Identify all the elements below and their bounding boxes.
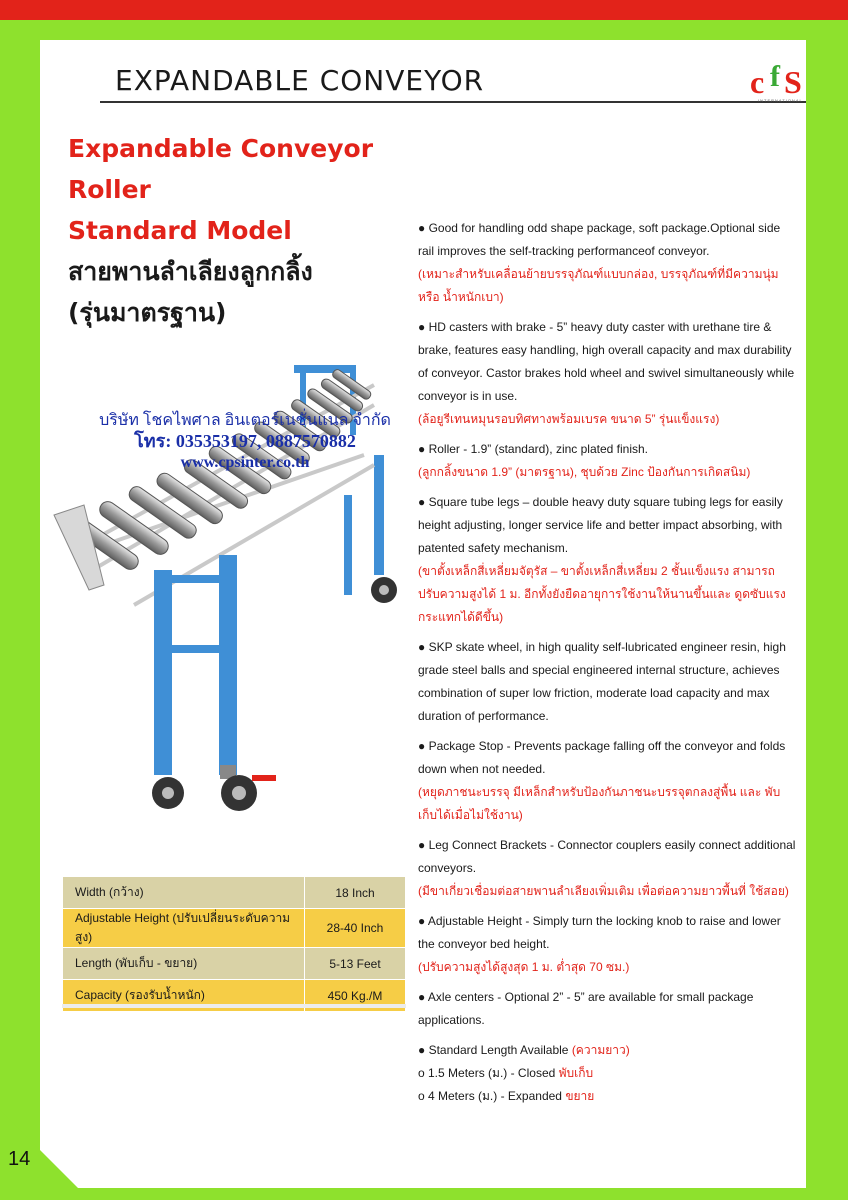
spec-table xyxy=(62,876,406,1012)
feature-item xyxy=(418,316,796,431)
spec-label: Capacity (รองรับน้ำหนัก) xyxy=(63,980,305,1012)
feature-text: ● Axle centers - Optional 2” - 5” are available for small package applications. xyxy=(418,990,754,1027)
spec-label: Adjustable Height (ปรับเปลี่ยนระดับความสูง) xyxy=(63,909,305,948)
feature-item xyxy=(418,217,796,309)
page-title: EXPANDABLE CONVEYOR xyxy=(115,64,485,97)
logo-subtitle: INTERNATIONAL xyxy=(758,98,803,103)
feature-text: ● Square tube legs – double heavy duty square tubing legs for easily height adjusting, longer service life and better impact absorbing, with patented safety mechanism. xyxy=(418,495,783,555)
length-option xyxy=(418,1062,796,1085)
spec-row xyxy=(63,877,406,909)
feature-item xyxy=(418,438,796,484)
feature-text-thai: (มีขาเกี่ยวเชื่อมต่อสายพานลำเลียงเพิ่มเติม เพื่อต่อความยาวพื้นที่ ใช้สอย) xyxy=(418,884,789,898)
feature-text-thai: (ล้อยูรีเทนหมุนรอบทิศทางพร้อมเบรค ขนาด 5” รุ่นแข็งแรง) xyxy=(418,412,720,426)
length-option xyxy=(418,1085,796,1108)
spec-value: 5-13 Feet xyxy=(305,948,406,980)
heading-line-4: สายพานลำเลียงลูกกลิ้ง xyxy=(68,257,313,286)
standard-length-title xyxy=(418,1039,796,1062)
feature-item xyxy=(418,986,796,1032)
spec-value: 18 Inch xyxy=(305,877,406,909)
feature-text-thai: (หยุดภาชนะบรรจุ มีเหล็กสำหรับป้องกันภาชนะบรรจุตกลงสู่พื้น และ พับเก็บได้เมื่อไม่ใช้งาน) xyxy=(418,785,781,822)
header-divider xyxy=(100,101,806,103)
product-heading xyxy=(68,128,373,333)
feature-text: ● SKP skate wheel, in high quality self-lubricated engineer resin, high grade steel balls and special engineered internal structure, achieves combination of super low friction, moderate load capacity and max duration of performance. xyxy=(418,640,786,723)
heading-line-3: Standard Model xyxy=(68,216,292,245)
logo-letter-c: c xyxy=(750,64,765,100)
standard-length-title-en: ● Standard Length Available xyxy=(418,1043,572,1057)
watermark-phone: โทร: 035353197, 0887570882 xyxy=(134,431,356,451)
heading-line-1: Expandable Conveyor xyxy=(68,134,374,163)
feature-text: ● Good for handling odd shape package, soft package.Optional side rail improves the self-tracking performanceof conveyor. xyxy=(418,221,781,258)
feature-item xyxy=(418,735,796,827)
logo-letter-s: S xyxy=(784,64,802,100)
watermark-company: บริษัท โชคไพศาล อินเตอร์เนชั่นแนล จำกัด xyxy=(99,412,391,429)
feature-text: ● Leg Connect Brackets - Connector couplers easily connect additional conveyors. xyxy=(418,838,796,875)
watermark-website: www.cpsinter.co.th xyxy=(180,454,310,471)
logo-letter-f: f xyxy=(770,60,780,93)
standard-length-block xyxy=(418,1039,796,1108)
feature-item xyxy=(418,636,796,728)
spec-table-shadow xyxy=(62,1004,406,1008)
feature-text: ● HD casters with brake - 5” heavy duty caster with urethane tire & brake, features easy handling, high overall capacity and max durability of conveyor. Castor brakes hold wheel and swivel simultaneously while conveyor is in use. xyxy=(418,320,795,403)
length-option-th: ขยาย xyxy=(565,1089,595,1103)
feature-text: ● Package Stop - Prevents package falling off the conveyor and folds down when not needed. xyxy=(418,739,786,776)
spec-row xyxy=(63,948,406,980)
heading-line-5: (รุ่นมาตรฐาน) xyxy=(68,298,227,327)
brand-logo xyxy=(750,62,812,104)
feature-item xyxy=(418,834,796,903)
feature-text-thai: (เหมาะสำหรับเคลื่อนย้ายบรรจุภัณฑ์แบบกล่อง, บรรจุภัณฑ์ที่มีความนุ่ม หรือ น้ำหนักเบา) xyxy=(418,267,779,304)
feature-list xyxy=(418,217,796,1115)
feature-text-thai: (ปรับความสูงได้สูงสุด 1 ม. ต่ำสุด 70 ซม.) xyxy=(418,960,630,974)
spec-value: 450 Kg./M xyxy=(305,980,406,1012)
standard-length-title-th: (ความยาว) xyxy=(571,1043,630,1057)
feature-item xyxy=(418,491,796,629)
feature-text: ● Roller - 1.9” (standard), zinc plated finish. xyxy=(418,442,649,456)
feature-text-thai: (ลูกกลิ้งขนาด 1.9” (มาตรฐาน), ชุบด้วย Zinc ป้องกันการเกิดสนิม) xyxy=(418,465,751,479)
company-watermark xyxy=(85,410,405,473)
heading-line-2: Roller xyxy=(68,175,151,204)
spec-row xyxy=(63,909,406,948)
length-option-th: พับเก็บ xyxy=(558,1066,594,1080)
page-number: 14 xyxy=(8,1148,31,1170)
top-bar xyxy=(0,0,848,20)
length-option-en: o 4 Meters (ม.) - Expanded xyxy=(418,1089,566,1103)
spec-label: Length (พับเก็บ - ขยาย) xyxy=(63,948,305,980)
spec-value: 28-40 Inch xyxy=(305,909,406,948)
feature-item xyxy=(418,910,796,979)
spec-label: Width (กว้าง) xyxy=(63,877,305,909)
length-option-en: o 1.5 Meters (ม.) - Closed xyxy=(418,1066,559,1080)
feature-text: ● Adjustable Height - Simply turn the locking knob to raise and lower the conveyor bed height. xyxy=(418,914,781,951)
feature-text-thai: (ขาตั้งเหล็กสี่เหลี่ยมจัตุรัส – ขาตั้งเหล็กสี่เหลี่ยม 2 ชั้นแข็งแรง สามารถปรับความสูงได้ 1 ม. อีกทั้งยังยืดอายุการใช้งานให้นานขึ้นและ ดูดซับแรงกระแทกได้ดีขึ้น) xyxy=(418,564,786,624)
